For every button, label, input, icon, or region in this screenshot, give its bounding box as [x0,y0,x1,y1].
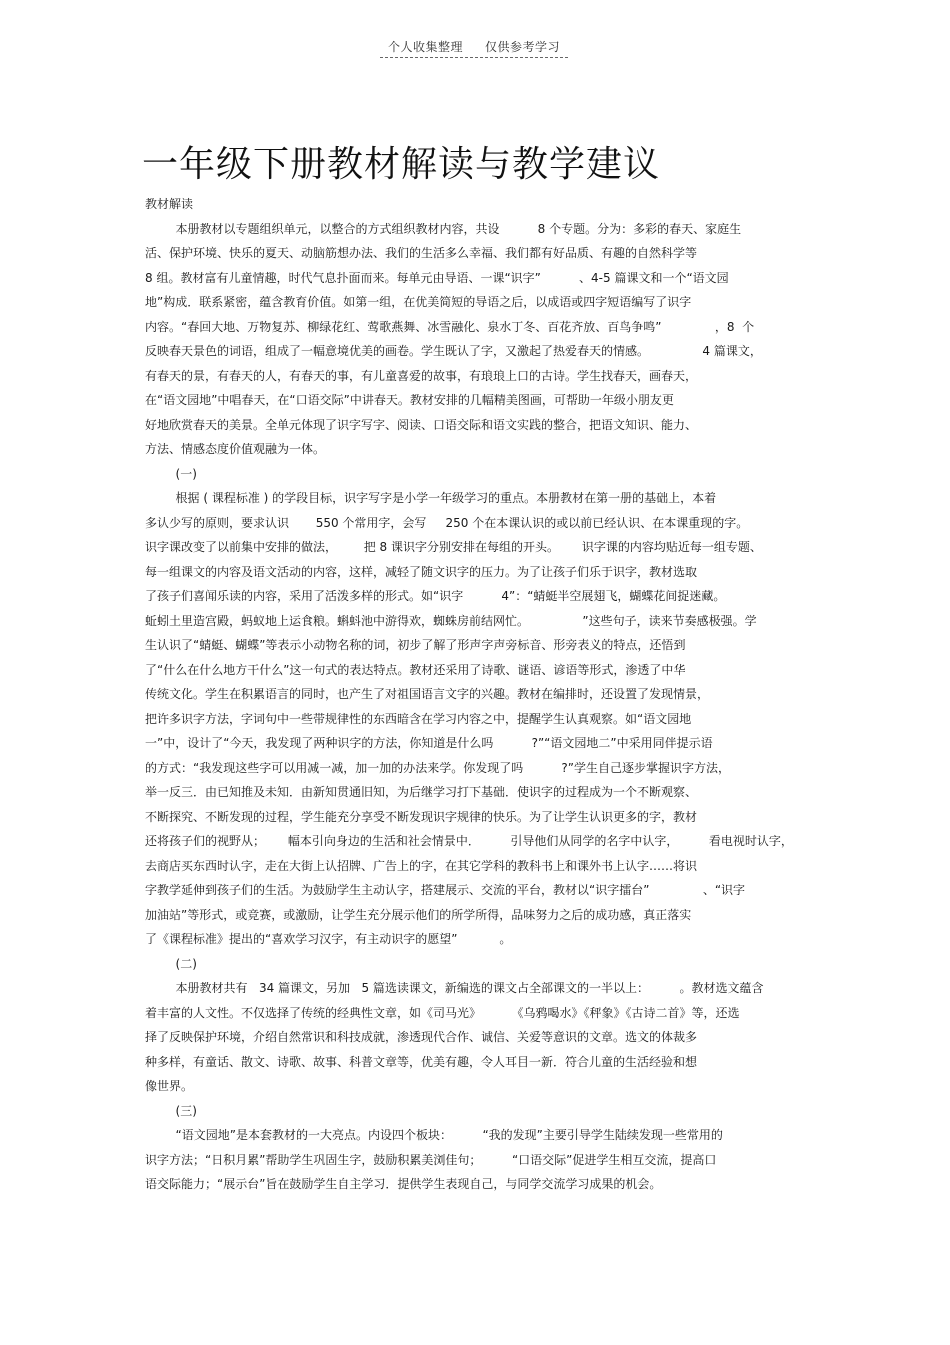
text-line: 了孩子们喜闻乐读的内容，采用了活泼多样的形式。如“识字 4”：“蜻蜓半空展翅飞，蝴蝶花间捉迷藏。 [145,589,726,603]
text-line: “语文园地”是本套教材的一大亮点。内设四个板块： “我的发现”主要引导学生陆续发现一些常用的 [145,1128,723,1142]
text-line: 8 组。教材富有儿童情趣，时代气息扑面而来。每单元由导语、一课“识字” 、4-5 篇课文和一个“语文园 [145,270,729,285]
text-line: 每一组课文的内容及语文活动的内容，这样，减轻了随文识字的压力。为了让孩子们乐于识字，教材选取 [145,564,698,579]
text-line: (一) [145,466,197,481]
text-line: (三) [145,1103,197,1118]
text-line: 识字课改变了以前集中安排的做法， 把 8 课识字分别安排在每组的开头。 识字课的内容均贴近每一组专题、 [145,540,762,554]
text-line: 的方式：“我发现这些字可以用减一减，加一加的办法来学。你发现了吗 ?”学生自己逐步掌握识字方法， [145,760,730,775]
text-line: 活、保护环境、快乐的夏天、动脑筋想办法、我们的生活多么幸福、我们都有好品质、有趣的自然科学等 [145,246,698,260]
text-line: 一”中，设计了“今天，我发现了两种识字的方法，你知道是什么吗 ?”“语文园地二”中采用同伴提示语 [145,736,713,750]
text-line: (二) [145,956,197,971]
text-line: 字教学延伸到孩子们的生活。为鼓励学生主动认字，搭建展示、交流的平台，教材以“识字擂台” 、“识字 [145,883,746,897]
text-line: 反映春天景色的词语，组成了一幅意境优美的画卷。学生既认了字，又激起了热爱春天的情感。 4 篇课文， [145,344,762,358]
text-line: 不断探究、不断发现的过程，学生能充分享受不断发现识字规律的快乐。为了让学生认识更多的字，教材 [145,809,698,824]
document-title: 一年级下册教材解读与教学建议 [142,144,661,185]
text-line: 好地欣赏春天的美景。全单元体现了识字写字、阅读、口语交际和语文实践的整合，把语文知识、能力、 [145,417,698,432]
text-line: 择了反映保护环境，介绍自然常识和科技成就，渗透现代合作、诚信、关爱等意识的文章。选文的体裁多 [145,1030,698,1044]
text-line: 识字方法；“日积月累”帮助学生巩固生字，鼓励积累美浏佳句； “口语交际”促进学生相互交流，提高口 [145,1152,717,1167]
text-line: 教材解读 [145,197,194,211]
text-line: 举一反三．由已知推及未知．由新知贯通旧知，为后继学习打下基础．使识字的过程成为一个不断观察、 [145,785,698,799]
text-line: 像世界。 [145,1079,194,1093]
text-line: 蚯蚓土里造宫殿，蚂蚁地上运食粮。蝌蚪池中游得欢，蜘蛛房前结网忙。 ”这些句子，读来节奏感极强。学 [145,613,757,628]
text-line: 多认少写的原则，要求认识 550 个常用字，会写 250 个在本课认识的或以前已经认识、在本课重现的字。 [145,515,749,530]
text-line: 了“什么在什么地方干什么”这一句式的表达特点。教材还采用了诗歌、谜语、谚语等形式，渗透了中华 [145,662,686,677]
text-line: 本册教材共有 34 篇课文，另加 5 篇选读课文，新编选的课文占全部课文的一半以上： 。教材选文蕴含 [145,981,764,995]
text-line: 内容。“春回大地、万物复苏、柳绿花红、莺歌燕舞、冰雪融化、泉水丁冬、百花齐放、百鸟争鸣” ，8 个 [145,319,755,334]
text-line: 根据 ( 课程标准 ) 的学段目标，识字写字是小学一年级学习的重点。本册教材在第一册的基础上，本着 [145,491,717,505]
text-line: 了《课程标准》提出的“喜欢学习汉字，有主动识字的愿望” 。 [145,932,512,946]
text-line: 有春天的景，有春天的人，有春天的事，有儿童喜爱的故事，有琅琅上口的古诗。学生找春天，画春天， [145,368,698,383]
text-line: 种多样，有童话、散文、诗歌、故事、科普文章等，优美有趣，令人耳目一新．符合儿童的生活经验和想 [145,1054,698,1069]
text-line: 生认识了“蜻蜓、蝴蝶”等表示小动物名称的词，初步了解了形声字声旁标音、形旁表义的特点，还悟到 [145,638,686,652]
text-line: 把许多识字方法，字词句中一些带规律性的东西暗含在学习内容之中，提醒学生认真观察。如“语文园地 [145,711,692,726]
text-line: 去商店买东西时认字，走在大街上认招牌、广告上的字，在其它学科的教科书上和课外书上认字……将识 [145,858,698,873]
text-line: 语交际能力；“展示台”旨在鼓励学生自主学习．提供学生表现自己，与同学交流学习成果的机会。 [145,1177,662,1191]
text-line: 本册教材以专题组织单元，以整合的方式组织教材内容，共设 8 个专题。分为：多彩的春天、家庭生 [145,221,742,236]
header-right-text: 仅供参考学习 [485,40,561,54]
text-line: 着丰富的人文性。不仅选择了传统的经典性文章，如《司马光》 《乌鸦喝水》《秤象》《古诗二首》等，还选 [145,1005,740,1020]
text-line: 在“语文园地”中唱春天，在“口语交际”中讲春天。教材安排的几幅精美图画，可帮助一年级小朋友更 [145,393,674,407]
page-header [380,38,568,55]
text-line: 传统文化。学生在积累语言的同时，也产生了对祖国语言文字的兴趣。教材在编排时，还设置了发现情景， [145,687,710,701]
text-line: 地”构成．联系紧密，蕴含教育价值。如第一组，在优美简短的导语之后，以成语或四字短语编写了识字 [145,295,692,309]
document-body [145,192,810,1197]
text-line: 方法、情感态度价值观融为一体。 [145,442,326,456]
text-line: 还将孩子们的视野从； 幅本引向身边的生活和社会情景中． 引导他们从同学的名字中认字， 看电视时认字， [145,834,793,848]
header-left-text: 个人收集整理 [387,40,463,54]
header-dashed-rule [380,57,568,58]
text-line: 加油站”等形式，或竞赛，或激励，让学生充分展示他们的所学所得，品味努力之后的成功感，真正落实 [145,907,692,922]
